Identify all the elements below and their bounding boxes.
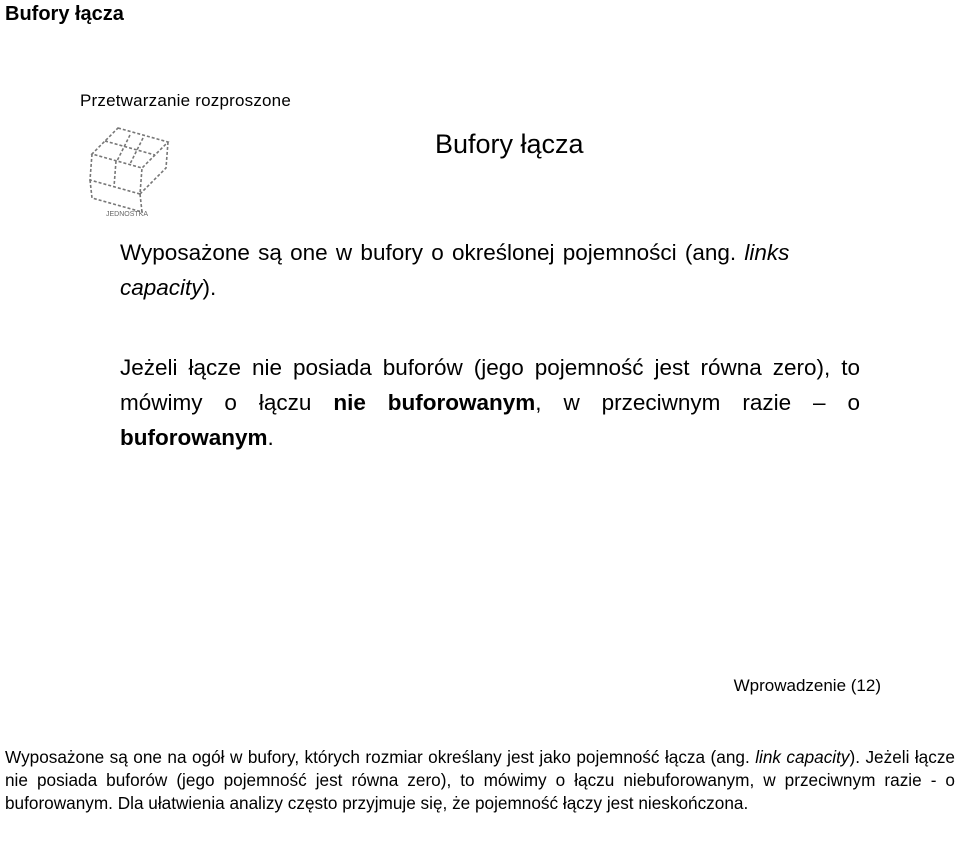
body-text-2: ). Jeżeli łącze nie posiada buforów (jego pojemność jest równa zero), to mówimy o łączu niebuforowanym, w przeciwnym razie - o buforowanym. Dla ułatwienia analizy często przyjmuje się, że pojemność łączy jest nieskończona. — [5, 747, 955, 813]
slide-para2-bold1: nie buforowanym — [333, 390, 536, 415]
logo-text-line1: JEDNOSTKA — [106, 211, 149, 218]
slide-para1-text: Wyposażone są one w bufory o określonej pojemności (ang. — [120, 240, 737, 265]
slide-para2-text1: Jeżeli łącze nie posiada buforów (jego pojemność jest równa zero), to mówimy o łączu — [120, 355, 860, 415]
slide-paragraph-2 — [120, 350, 860, 455]
slide-footer: Wprowadzenie (12) — [733, 676, 881, 695]
slide-paragraph-1 — [120, 235, 860, 305]
body-paragraph — [5, 746, 955, 815]
slide-para1-italic: links capacity — [120, 240, 790, 300]
slide-para1-end: ). — [202, 275, 217, 300]
slide-para2-end: . — [267, 425, 274, 450]
page-title: Bufory łącza — [5, 3, 124, 25]
body-italic: link capacity — [755, 747, 850, 767]
slide-para2-text2: , w przeciwnym razie – o — [535, 390, 861, 415]
body-text-1: Wyposażone są one na ogół w bufory, których rozmiar określany jest jako pojemność łącza (ang. — [5, 747, 750, 767]
slide-para2-bold2: buforowanym — [120, 425, 268, 450]
slide-header: Przetwarzanie rozproszone — [80, 91, 291, 110]
slide-image — [55, 75, 895, 715]
grid-network-logo-icon — [80, 120, 180, 220]
slide-title: Bufory łącza — [435, 129, 584, 159]
